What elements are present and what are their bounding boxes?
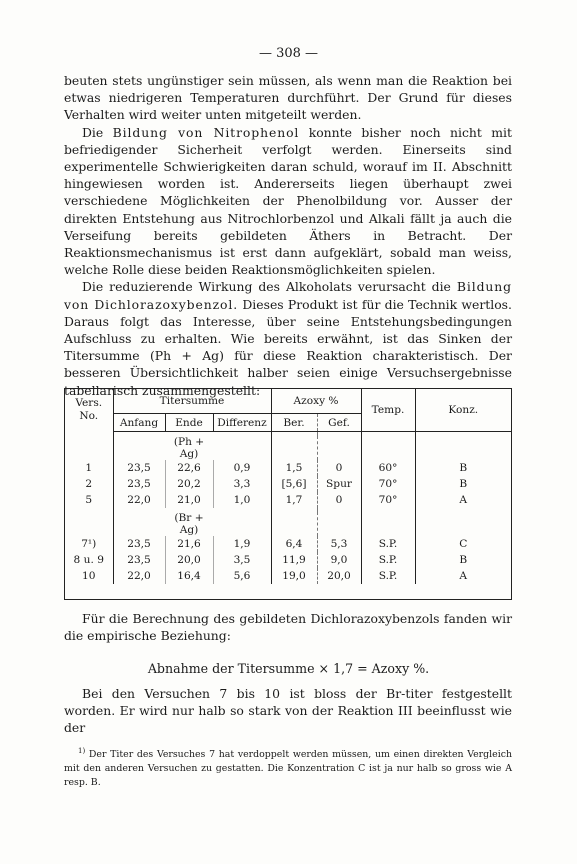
- spaced-heading-nitrophenol: Bildung von Nitrophenol: [112, 124, 300, 140]
- table-row: [65, 492, 511, 508]
- cell-konz: C: [415, 536, 511, 552]
- cell-konz: A: [415, 568, 511, 584]
- cell-anfang: 23,5: [113, 476, 165, 492]
- body-text-top: [64, 72, 512, 399]
- formula: Abnahme der Titersumme × 1,7 = Azoxy %.: [147, 661, 430, 676]
- cell-konz: A: [415, 492, 511, 508]
- page-number: — 308 —: [258, 46, 319, 61]
- cell-ber: 1,7: [271, 492, 317, 508]
- cell-differenz: 0,9: [213, 460, 271, 476]
- header-titersumme: Titersumme: [113, 389, 271, 414]
- cell-ende: 20,0: [165, 552, 213, 568]
- paragraph-body: Dieses Produkt ist für die Technik wertlos. Daraus folgt das Interesse, über seine Entstehungsbedingungen Aufschluss zu erhalten. Wie bereits erwähnt, ist das Sinken der Titersumme (Ph + Ag) für diese Reaktion charakteristisch. Der besseren Übersichtlichkeit halber seien einige Versuchsergebnisse tabellarisch zusammengestellt:: [64, 296, 512, 398]
- cell-gef: 20,0: [317, 568, 361, 584]
- cell-anfang: 22,0: [113, 568, 165, 584]
- group-label-ph-ag: (Ph + Ag): [173, 436, 205, 460]
- header-differenz: Differenz: [213, 414, 271, 432]
- footnote-marker: 1): [78, 746, 86, 755]
- table-row: [65, 536, 511, 552]
- cell-anfang: 23,5: [113, 552, 165, 568]
- paragraph-body: konnte bisher noch nicht mit befriedigender Sicherheit verfolgt werden. Einerseits sind experimentelle Schwierigkeiten daran schuld, worauf im II. Abschnitt hingewiesen worden ist. Andererseits liegen überhaupt zwei verschiedene Möglichkeiten der Phenolbildung vor. Ausser der direkten Entstehung aus Nitrochlorbenzol und Alkali fällt ja auch die Verseifung bereits gebildeten Äthers in Betracht. Der Reaktionsmechanismus ist erst dann aufgeklärt, sobald man weiss, welche Rolle diese beiden Reaktionsmöglichkeiten spielen.: [64, 124, 512, 278]
- cell-differenz: 1,0: [213, 492, 271, 508]
- cell-no: 2: [85, 478, 93, 490]
- cell-no: 8 u. 9: [73, 554, 104, 566]
- paragraph-lead: Die: [82, 124, 113, 140]
- cell-temp: 70°: [361, 476, 415, 492]
- cell-no: 1: [85, 462, 93, 474]
- cell-gef: Spur: [317, 476, 361, 492]
- cell-no: 7¹): [81, 538, 97, 550]
- cell-ende: 16,4: [165, 568, 213, 584]
- spaced-heading-dichlorazoxybenzol: Bildung von Dichlorazoxybenzol.: [64, 279, 512, 312]
- cell-temp: S.P.: [361, 552, 415, 568]
- results-table: [65, 389, 511, 584]
- cell-temp: 60°: [361, 460, 415, 476]
- paragraph-formula-intro: Für die Berechnung des gebildeten Dichlorazoxybenzols fanden wir die empirische Beziehung:: [64, 611, 512, 644]
- cell-konz: B: [415, 552, 511, 568]
- cell-gef: 0: [317, 492, 361, 508]
- body-text-formula-intro: [64, 610, 512, 644]
- cell-differenz: 1,9: [213, 536, 271, 552]
- cell-temp: 70°: [361, 492, 415, 508]
- cell-differenz: 3,5: [213, 552, 271, 568]
- cell-differenz: 5,6: [213, 568, 271, 584]
- group-label-br-ag: (Br + Ag): [174, 512, 204, 536]
- header-ende: Ende: [165, 414, 213, 432]
- cell-gef: 0: [317, 460, 361, 476]
- footnote-text: Der Titer des Versuches 7 hat verdoppelt werden müssen, um einen direkten Vergleich mit den anderen Versuchen zu gestatten. Die Konzentration C ist ja nur halb so gross wie A resp. B.: [64, 749, 512, 788]
- table-row: [65, 552, 511, 568]
- results-table-frame: [64, 388, 512, 600]
- cell-gef: 5,3: [317, 536, 361, 552]
- header-vers: Vers.: [75, 397, 103, 410]
- paragraph-dichlorazoxybenzol: [64, 278, 512, 398]
- cell-ende: 21,6: [165, 536, 213, 552]
- body-text-bottom: [64, 685, 512, 737]
- paragraph-br-titer: Bei den Versuchen 7 bis 10 ist bloss der Br-titer festgestellt worden. Er wird nur halb so stark von der Reaktion III beeinflusst wie der: [64, 686, 512, 736]
- cell-no: 10: [82, 570, 96, 582]
- header-temp: Temp.: [361, 389, 415, 432]
- paragraph-lead: Die reduzierende Wirkung des Alkoholats verursacht die: [82, 279, 457, 295]
- header-ber: Ber.: [271, 414, 317, 432]
- header-gef: Gef.: [317, 414, 361, 432]
- cell-ber: [5,6]: [271, 476, 317, 492]
- cell-no: 5: [85, 494, 93, 506]
- cell-konz: B: [415, 460, 511, 476]
- header-vers-no: [65, 389, 113, 432]
- footnote: [64, 748, 512, 790]
- cell-ende: 21,0: [165, 492, 213, 508]
- cell-temp: S.P.: [361, 536, 415, 552]
- cell-ende: 22,6: [165, 460, 213, 476]
- cell-anfang: 23,5: [113, 536, 165, 552]
- cell-ende: 20,2: [165, 476, 213, 492]
- cell-temp: S.P.: [361, 568, 415, 584]
- table-row: [65, 460, 511, 476]
- header-no: No.: [79, 410, 99, 423]
- cell-ber: 19,0: [271, 568, 317, 584]
- cell-ber: 6,4: [271, 536, 317, 552]
- paragraph-nitrophenol: [64, 124, 512, 279]
- cell-ber: 11,9: [271, 552, 317, 568]
- cell-anfang: 23,5: [113, 460, 165, 476]
- header-konz: Konz.: [415, 389, 511, 432]
- cell-anfang: 22,0: [113, 492, 165, 508]
- cell-differenz: 3,3: [213, 476, 271, 492]
- cell-ber: 1,5: [271, 460, 317, 476]
- table-row: [65, 476, 511, 492]
- cell-konz: B: [415, 476, 511, 492]
- header-azoxy: Azoxy %: [271, 389, 361, 414]
- table-row: [65, 568, 511, 584]
- paragraph-continuation: beuten stets ungünstiger sein müssen, als wenn man die Reaktion bei etwas niedrigeren Temperaturen durchführt. Der Grund für dieses Verhalten wird weiter unten mitgeteilt werden.: [64, 73, 512, 123]
- header-anfang: Anfang: [113, 414, 165, 432]
- cell-gef: 9,0: [317, 552, 361, 568]
